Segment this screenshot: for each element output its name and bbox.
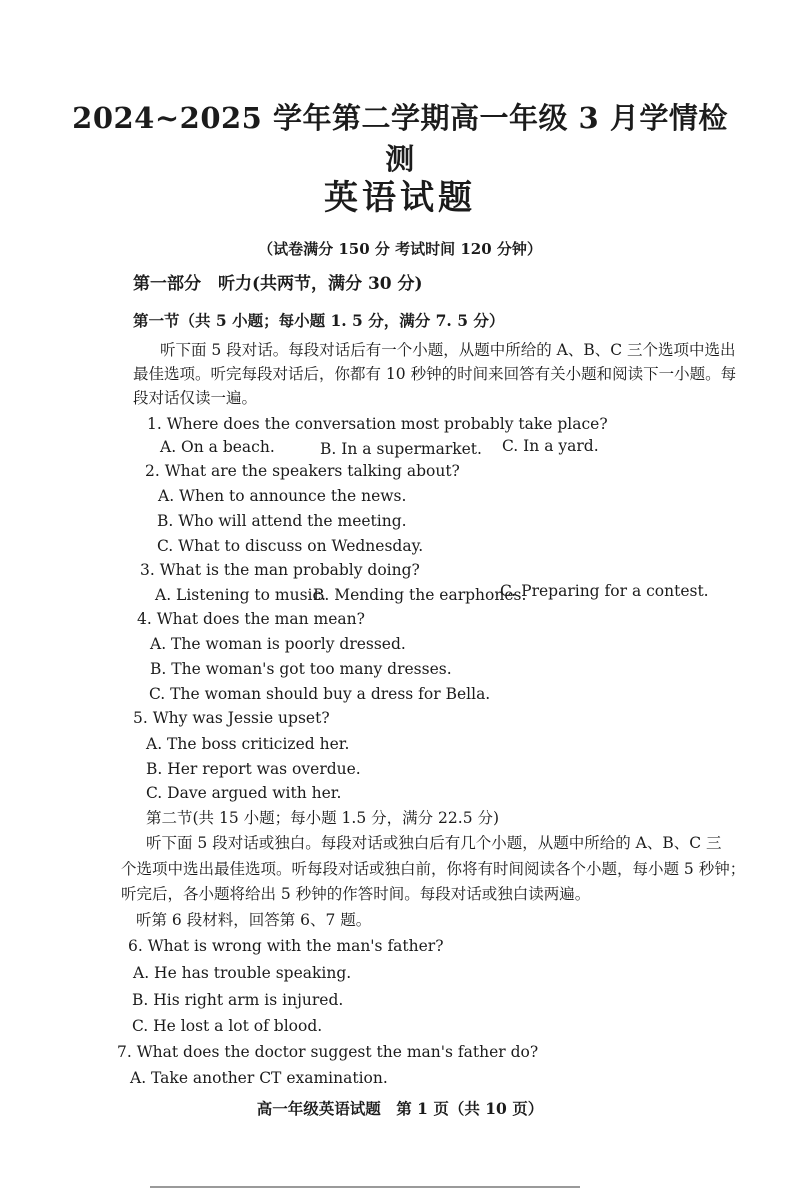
section1-instr-line: 最佳选项。听完每段对话后，你都有 10 秒钟的时间来回答有关小题和阅读下一小题。每 <box>133 365 737 383</box>
question-4-option-a: A. The woman is poorly dressed. <box>150 635 406 653</box>
part1-heading: 第一部分 听力(共两节，满分 30 分) <box>133 274 423 294</box>
exam-subject: 英语试题 <box>324 178 476 218</box>
question-5-option-c: C. Dave argued with her. <box>146 784 342 802</box>
material-6-note: 听第 6 段材料，回答第 6、7 题。 <box>136 911 372 929</box>
question-7-stem: 7. What does the doctor suggest the man's father do? <box>117 1043 539 1061</box>
question-3-option-a: A. Listening to music. <box>155 586 327 604</box>
section1-instr-line: 听下面 5 段对话。每段对话后有一个小题，从题中所给的 A、B、C 三个选项中选出 <box>160 341 736 359</box>
exam-title: 2024~2025 学年第二学期高一年级 3 月学情检测 <box>72 101 728 176</box>
question-5-option-b: B. Her report was overdue. <box>146 760 361 778</box>
section2-heading: 第二节(共 15 小题；每小题 1.5 分，满分 22.5 分) <box>146 809 500 827</box>
section2-instr-line: 听下面 5 段对话或独白。每段对话或独白后有几个小题，从题中所给的 A、B、C 三 <box>146 834 722 852</box>
question-1-option-a: A. On a beach. <box>160 438 275 456</box>
question-1-stem: 1. Where does the conversation most probably take place? <box>147 415 608 433</box>
question-3-option-b: B. Mending the earphones. <box>313 586 527 604</box>
section1-instr-line: 段对话仅读一遍。 <box>133 389 258 407</box>
page-footer: 高一年级英语试题 第 1 页（共 10 页） <box>256 1099 544 1118</box>
question-6-option-c: C. He lost a lot of blood. <box>132 1017 323 1035</box>
question-7-option-a: A. Take another CT examination. <box>130 1069 388 1087</box>
question-4-option-c: C. The woman should buy a dress for Bella. <box>149 685 491 703</box>
question-2-option-c: C. What to discuss on Wednesday. <box>157 537 424 555</box>
question-1-option-c: C. In a yard. <box>502 437 599 455</box>
question-2-stem: 2. What are the speakers talking about? <box>145 462 460 480</box>
question-2-option-b: B. Who will attend the meeting. <box>157 512 407 530</box>
section2-instr-line: 个选项中选出最佳选项。听每段对话或独白前，你将有时间阅读各个小题，每小题 5 秒钟； <box>121 860 746 878</box>
question-6-option-a: A. He has trouble speaking. <box>133 964 352 982</box>
question-2-option-a: A. When to announce the news. <box>158 487 407 505</box>
question-3-stem: 3. What is the man probably doing? <box>140 561 420 579</box>
section2-instr-line: 听完后，各小题将给出 5 秒钟的作答时间。每段对话或独白读两遍。 <box>121 885 591 903</box>
question-6-stem: 6. What is wrong with the man's father? <box>128 937 444 955</box>
bottom-rule <box>150 1186 580 1188</box>
question-4-stem: 4. What does the man mean? <box>137 610 365 628</box>
question-3-option-c: C. Preparing for a contest. <box>500 582 709 600</box>
question-5-stem: 5. Why was Jessie upset? <box>133 709 330 727</box>
question-1-option-b: B. In a supermarket. <box>320 440 482 458</box>
section1-heading: 第一节（共 5 小题；每小题 1. 5 分，满分 7. 5 分） <box>133 311 505 330</box>
exam-meta: （试卷满分 150 分 考试时间 120 分钟） <box>258 240 542 258</box>
question-6-option-b: B. His right arm is injured. <box>132 991 344 1009</box>
question-4-option-b: B. The woman's got too many dresses. <box>150 660 452 678</box>
question-5-option-a: A. The boss criticized her. <box>146 735 350 753</box>
